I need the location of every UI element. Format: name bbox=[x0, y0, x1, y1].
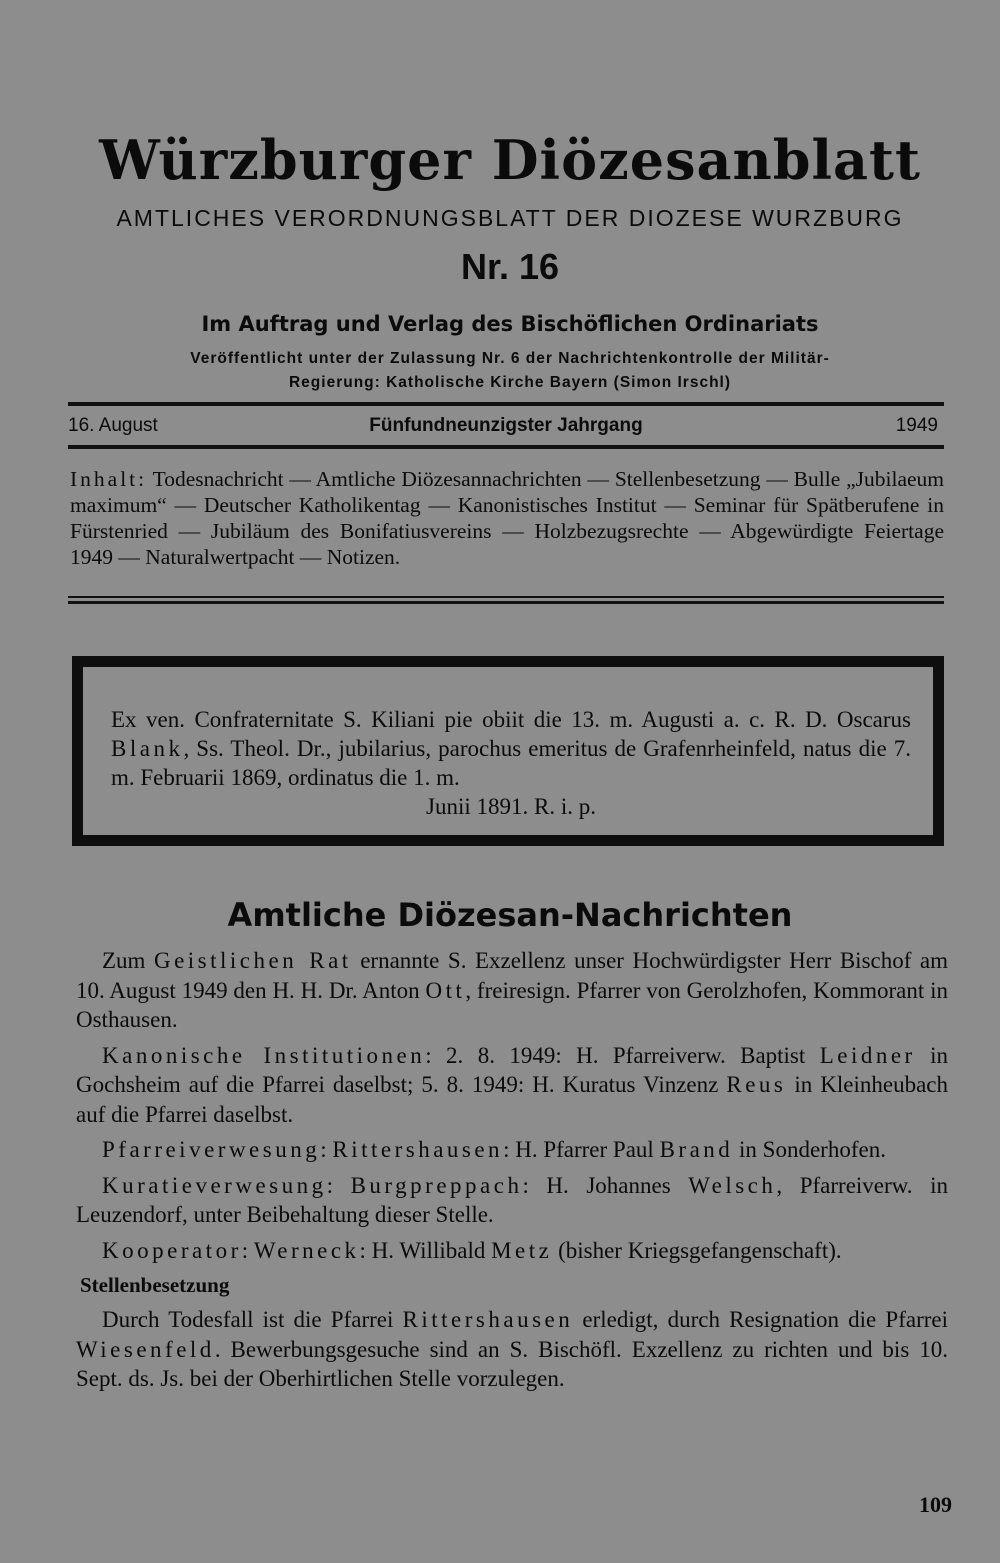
paragraph-institutions: Kanonische Institutionen: 2. 8. 1949: H. Pfarreiverw. Baptist Leidner in Gochsheim auf die Pfarrei daselbst; 5. 8. 1949: H. Kuratus Vinzenz Reus in Kleinheubach auf die Pfarrei daselbst. bbox=[76, 1042, 949, 1127]
dateline bbox=[68, 412, 944, 440]
rule-contents-2 bbox=[68, 601, 944, 604]
section-title: Amtliche Diözesan-Nachrichten bbox=[227, 896, 793, 934]
paragraph-appointment: Zum Geistlichen Rat ernannte S. Exzellenz unser Hochwürdigster Herr Bischof am 10. August 1949 den H. H. Dr. Anton Ott, freiresign. Pfarrer von Gerolzhofen, Kommorant in Osthausen. bbox=[76, 948, 949, 1032]
obituary-part-2: , Ss. Theol. Dr., jubilarius, parochus emeritus de Grafenrheinfeld, natus die 7. m. Februarii 1869, ordinatus die 1. m. bbox=[111, 736, 911, 790]
obituary-last-line: Junii 1891. R. i. p. bbox=[426, 794, 596, 819]
contents-label: Inhalt: bbox=[70, 467, 148, 491]
rule-contents-1 bbox=[68, 596, 944, 598]
page-number: 109 bbox=[919, 1492, 952, 1517]
approval-notice bbox=[70, 347, 950, 395]
paragraph-pfarreiverwesung: Pfarreiverwesung: Rittershausen: H. Pfarrer Paul Brand in Sonderhofen. bbox=[102, 1137, 886, 1162]
paragraph-kooperator: Kooperator: Werneck: H. Willibald Metz (bisher Kriegsgefangenschaft). bbox=[102, 1237, 842, 1263]
obituary-box bbox=[72, 656, 944, 846]
issue-date: 16. August bbox=[68, 415, 158, 436]
publication-subtitle: AMTLICHES VERORDNUNGSBLATT DER DIOZESE WURZBURG bbox=[116, 205, 904, 231]
obituary-name: Blank bbox=[111, 736, 184, 761]
subheading-stellenbesetzung: Stellenbesetzung bbox=[80, 1273, 230, 1297]
publication-title: Würzburger Diözesanblatt bbox=[99, 128, 921, 192]
volume-label: Fünfundneunzigster Jahrgang bbox=[369, 415, 643, 436]
paragraph-stellenbesetzung: Durch Todesfall ist die Pfarrei Rittershausen erledigt, durch Resignation die Pfarrei Wiesenfeld. Bewerbungsgesuche sind an S. Bischöfl. Exzellenz zu richten und bis 10. Sept. ds. Js. bei der Oberhirtlichen Stelle vorzulegen. bbox=[76, 1307, 948, 1391]
rule-top-thick bbox=[68, 402, 944, 406]
obituary-part-1: Ex ven. Confraternitate S. Kiliani pie obiit die 13. m. Augusti a. c. R. D. Oscarus bbox=[111, 707, 911, 732]
paragraph-kuratieverwesung: Kuratieverwesung: Burgpreppach: H. Johannes Welsch, Pfarreiverw. in Leuzendorf, unter Beibehaltung dieser Stelle. bbox=[76, 1172, 948, 1227]
rule-dateline-bottom bbox=[68, 445, 944, 449]
obituary-text bbox=[111, 705, 911, 821]
issue-number: Nr. 16 bbox=[460, 246, 560, 287]
approval-line-2: Regierung: Katholische Kirche Bayern (Simon Irschl) bbox=[288, 374, 732, 391]
issue-year: 1949 bbox=[895, 415, 938, 436]
publisher-line: Im Auftrag und Verlag des Bischöflichen Ordinariats bbox=[201, 312, 819, 336]
article-body bbox=[76, 946, 948, 1400]
table-of-contents bbox=[70, 466, 944, 570]
contents-text: Todesnachricht — Amtliche Diözesannachrichten — Stellenbesetzung — Bulle „Jubilaeum maximum“ — Deutscher Katholikentag — Kanonistisches Institut — Seminar für Spätberufene in Fürstenried — Jubiläum des Bonifatiusvereins — Holzbezugsrechte — Abgewürdigte Feiertage 1949 — Naturalwertpacht — Notizen. bbox=[70, 467, 944, 569]
approval-line-1: Veröffentlicht unter der Zulassung Nr. 6 der Nachrichtenkontrolle der Militär- bbox=[190, 350, 830, 367]
